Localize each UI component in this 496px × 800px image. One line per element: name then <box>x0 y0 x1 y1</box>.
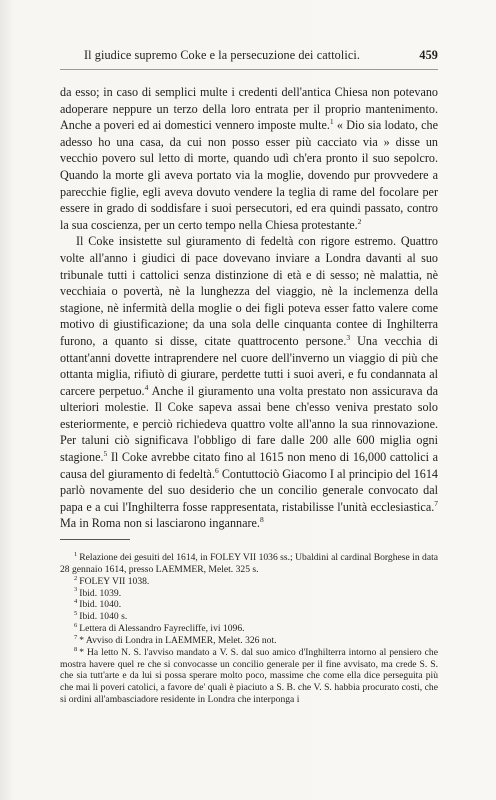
footnote <box>60 599 438 611</box>
footnote-number: 7 <box>74 633 78 641</box>
footnote-text: * Avviso di Londra in LAEMMER, Melet. 326 not. <box>79 634 277 646</box>
footnote-number: 2 <box>74 574 78 582</box>
footnote-text: FOLEY VII 1038. <box>79 575 150 587</box>
paragraph-text: Il Coke insistette sul giuramento di fedeltà con rigore estremo. Quattro volte all'anno i giudici di pace dovevano inviare a Londra davanti al suo tribunale tutti i cattolici senza distinzione di età e di sesso; nè malattia, nè vecchiaia o povertà, nè la lunghezza del viaggio, nè la inclemenza della stagione, nè infermità della moglie o dei figli poteva esser fatto valere come motivo di giustificazione; da una sola delle cinquanta contee di Inghilterra furono, a quanto si disse, citate quattrocento persone. <box>60 234 438 348</box>
footnote <box>60 623 438 635</box>
paragraph-text: Ma in Roma non si lasciarono ingannare. <box>60 516 260 531</box>
footnote-ref: 4 <box>144 382 149 392</box>
paragraph-text: da esso; in caso di semplici multe i credenti dell'antica Chiesa non potevano adoperare neppure un terzo della loro entrata per il proprio mantenimento. Anche a poveri ed ai domestici vennero imposte multe. <box>60 85 438 133</box>
footnote-text: Relazione dei gesuiti del 1614, in FOLEY VII 1036 ss.; Ubaldini al cardinal Borghese in data 28 gennaio 1614, presso LAEMMER, Melet. 325 s. <box>60 552 438 575</box>
footnote-number: 1 <box>74 550 78 558</box>
paragraph-text: Il Coke avrebbe citato fino al 1615 non meno di 16,000 cattolici a causa del giuramento di fedeltà. <box>60 450 438 481</box>
footnote-number: 3 <box>74 586 78 594</box>
paragraph-text: Contuttociò Giacomo I al principio del 1614 parlò novamente del suo desiderio che un concilio generale convocato dal papa e a cui l'Inghilterra fosse rappresentata, ristabilisse l'unità ecclesiastica. <box>60 466 438 514</box>
footnotes <box>60 552 438 706</box>
footnote-ref: 3 <box>346 332 351 342</box>
footnote-number: 5 <box>74 610 78 618</box>
footnote-ref: 7 <box>434 498 438 508</box>
paragraph-text: Una vecchia di ottant'anni dovette intraprendere nel cuore dell'inverno un viaggio di più che ottanta miglia, rifiutò di giurare, perdette tutti i suoi averi, e fu condannata al carcere perpetuo. <box>60 333 438 398</box>
paragraph-text: « Dio sia lodato, che adesso ho una casa, da cui non posso esser più cacciato via » disse un vecchio povero sul letto di morte, quando udì ch'era pronto il suo sepolcro. Quando la morte gli aveva portato via la moglie, dovendo pur provvedere a parecchie figlie, egli aveva dovuto vendere la teglia di rame del focolare per essere in grado di soddisfare i suoi persecutori, ed era quindi passato, contro la sua coscienza, per un certo tempo nella Chiesa protestante. <box>60 118 438 232</box>
page-number: 459 <box>419 48 438 62</box>
footnote-text: Lettera di Alessandro Fayrecliffe, ivi 1096. <box>79 623 245 635</box>
footnote-ref: 1 <box>329 117 334 127</box>
footnote-number: 6 <box>74 621 78 629</box>
footnote-number: 8 <box>74 645 78 653</box>
footnote-ref: 8 <box>259 515 264 525</box>
page-header <box>60 48 438 68</box>
running-title: Il giudice supremo Coke e la persecuzione dei cattolici. <box>84 48 360 62</box>
paragraph <box>60 84 438 233</box>
footnote <box>60 635 438 647</box>
paragraph-text: Anche il giuramento una volta prestato non assicurava da ulteriori molestie. Il Coke sapeva assai bene ch'esso veniva prestato solo esteriormente, e perciò richiedeva quattro volte all'anno la sua rinnovazione. Per taluni ciò significava l'obbligo di fare dalle 200 alle 600 miglia ogni stagione. <box>60 383 438 465</box>
footnote <box>60 588 438 600</box>
footnote-text: Ibid. 1039. <box>79 587 122 599</box>
footnote-text: * Ha letto N. S. l'avviso mandato a V. S. dal suo amico d'Inghilterra intorno al pensiero che mostra havere quel re che si convocasse un concilio generale per il fine avvisato, ma crede S. S. che sia tutt'arte e da lui si possa sperare molto poco, massime che come ella dice perseguita più che mai li poveri catolici, a favore de' quali è piaciuto a S. B. che V. S. habbia procurato costi, che si ordini all'ambasciadore residente in Londra che interponga i <box>60 646 438 706</box>
main-text <box>60 84 438 532</box>
footnote <box>60 576 438 588</box>
footnote-number: 4 <box>74 598 78 606</box>
footnote-text: Ibid. 1040 s. <box>79 611 128 623</box>
paragraph <box>60 233 438 532</box>
footnote <box>60 611 438 623</box>
footnote-ref: 2 <box>357 216 362 226</box>
footnote-text: Ibid. 1040. <box>79 599 122 611</box>
footnote-separator <box>60 539 130 540</box>
footnote <box>60 647 438 706</box>
footnote <box>60 552 438 576</box>
footnote-ref: 6 <box>214 465 219 475</box>
footnote-ref: 5 <box>103 449 108 459</box>
header-rule <box>60 69 438 70</box>
